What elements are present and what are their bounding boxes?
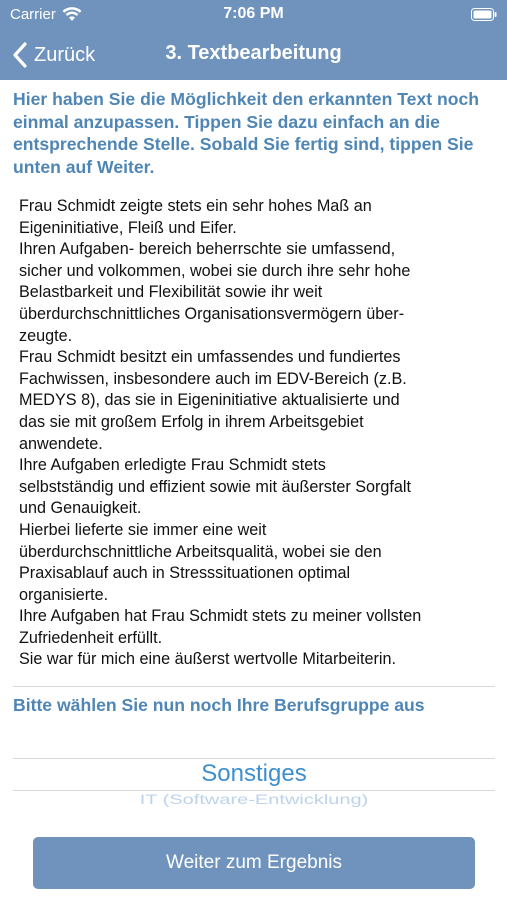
continue-button[interactable]: Weiter zum Ergebnis — [33, 837, 475, 889]
back-label: Zurück — [34, 43, 96, 66]
status-time: 7:06 PM — [223, 5, 284, 22]
divider — [13, 686, 495, 687]
page-title — [0, 42, 507, 65]
instructions-text: Hier haben Sie die Möglichkeit den erkannten Text noch einmal anzupassen. Tippen Sie dazu einfach an die entsprechende Stelle. Sobald Sie fertig sind, tippen Sie unten auf Weiter. — [13, 89, 480, 177]
profession-group-heading: Bitte wählen Sie nun noch Ihre Berufsgruppe aus — [13, 695, 425, 715]
carrier-label: Carrier — [10, 6, 56, 23]
picker-selected-option[interactable]: Sonstiges — [201, 760, 307, 787]
picker-bottom-line — [13, 790, 495, 791]
status-bar — [0, 0, 507, 30]
navigation-bar — [0, 30, 507, 80]
picker-top-line — [13, 758, 495, 759]
picker-next-option[interactable]: IT (Software-Entwicklung) — [139, 792, 369, 808]
profession-picker[interactable] — [13, 728, 495, 814]
recognized-text-editor[interactable]: Frau Schmidt zeigte stets ein sehr hohes Maß an Eigeninitiative, Fleiß und Eifer. Ihren Aufgaben- bereich beherrschte sie umfassend, sicher und volkommen, wobei sie durch ihre sehr hohe Belastbarkeit und Flexibilität sowie ihr weit überdurchschnittliches Organisationsvermögern über- zeugte. Frau Schmidt besitzt ein umfassendes und fundiertes Fachwissen, insbesondere auch im EDV-Bereich (z.B. MEDYS 8), das sie in Eigeninitiative aktualisierte und das sie mit großem Erfolg in ihrem Arbeitsgebiet anwendete. Ihre Aufgaben erledigte Frau Schmidt stets selbstständig und effizient sowie mit äußerster Sorgfalt und Genauigkeit. Hierbei lieferte sie immer eine weit überdurchschnittliche Arbeitsqualitä, wobei sie den Praxisablauf auch in Stresssituationen optimal organisierte. Ihre Aufgaben hat Frau Schmidt stets zu meiner vollsten Zufriedenheit erfüllt. Sie war für mich eine äußerst wertvolle Mitarbeiterin. — [19, 197, 422, 669]
battery-icon — [471, 8, 497, 21]
page-title-text: 3. Textbearbeitung — [165, 42, 342, 64]
